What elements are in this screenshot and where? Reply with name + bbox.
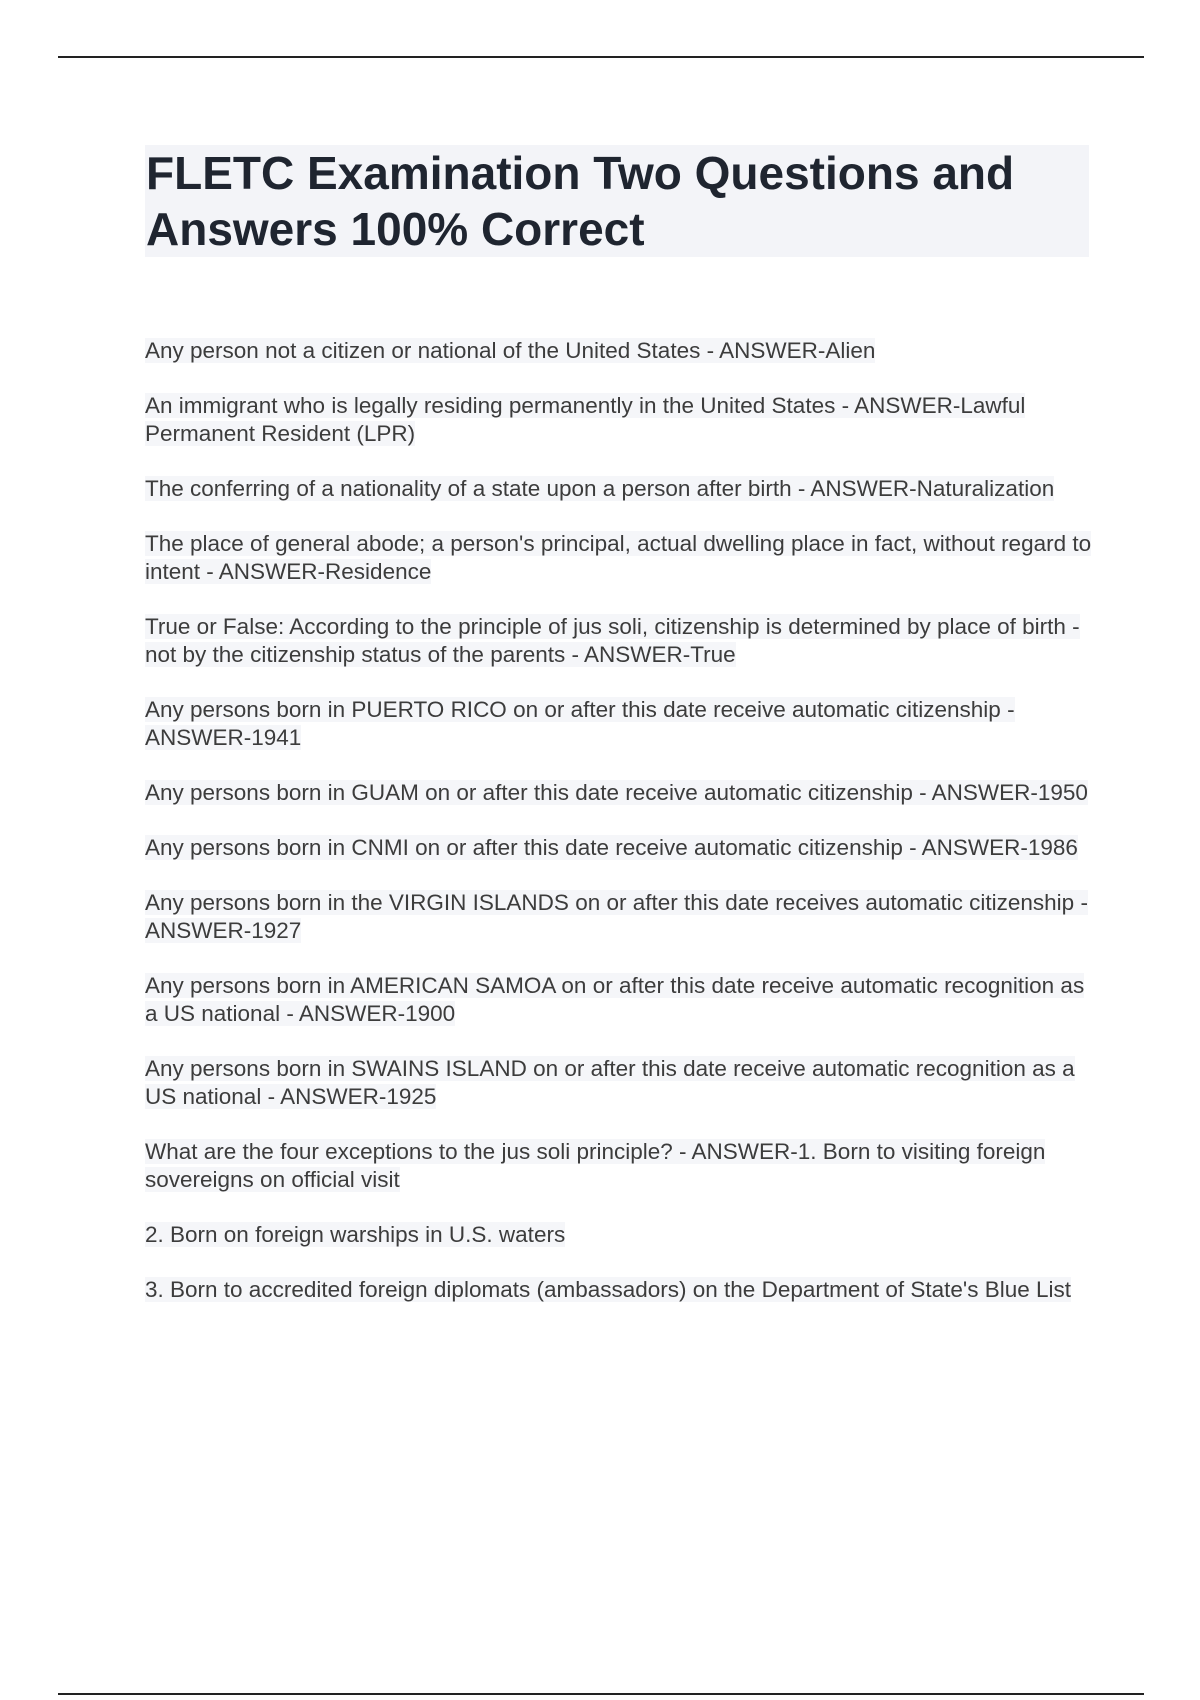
qa-text: True or False: According to the principle of jus soli, citizenship is determined by place of birth - not by the citizenship status of the parents - ANSWER-True <box>145 614 1080 667</box>
document-title: FLETC Examination Two Questions and Answers 100% Correct <box>146 147 1015 255</box>
qa-text: Any persons born in CNMI on or after this date receive automatic citizenship - ANSWER-1986 <box>145 835 1078 860</box>
title-block <box>145 145 1089 257</box>
qa-item <box>145 696 1095 752</box>
qa-text: Any persons born in the VIRGIN ISLANDS on or after this date receives automatic citizenship - ANSWER-1927 <box>145 890 1088 943</box>
qa-list <box>145 337 1095 1331</box>
qa-text: 3. Born to accredited foreign diplomats (ambassadors) on the Department of State's Blue List <box>145 1277 1072 1302</box>
qa-item <box>145 1276 1095 1304</box>
qa-item <box>145 613 1095 669</box>
qa-item <box>145 779 1095 807</box>
qa-text: Any persons born in PUERTO RICO on or after this date receive automatic citizenship - ANSWER-1941 <box>145 697 1015 750</box>
qa-item <box>145 530 1095 586</box>
qa-text: Any persons born in GUAM on or after this date receive automatic citizenship - ANSWER-1950 <box>145 780 1088 805</box>
qa-item <box>145 392 1095 448</box>
top-rule <box>58 56 1144 58</box>
qa-text: What are the four exceptions to the jus soli principle? - ANSWER-1. Born to visiting foreign sovereigns on official visit <box>145 1139 1046 1192</box>
qa-item <box>145 834 1095 862</box>
qa-item <box>145 1055 1095 1111</box>
qa-item <box>145 889 1095 945</box>
qa-text: Any person not a citizen or national of the United States - ANSWER-Alien <box>145 338 876 363</box>
qa-text: 2. Born on foreign warships in U.S. waters <box>145 1222 566 1247</box>
qa-text: Any persons born in AMERICAN SAMOA on or after this date receive automatic recognition as a US national - ANSWER-1900 <box>145 973 1085 1026</box>
qa-text: The place of general abode; a person's principal, actual dwelling place in fact, without regard to intent - ANSWER-Residence <box>145 531 1092 584</box>
qa-text: An immigrant who is legally residing permanently in the United States - ANSWER-Lawful Permanent Resident (LPR) <box>145 393 1026 446</box>
qa-item <box>145 1138 1095 1194</box>
qa-item <box>145 475 1095 503</box>
qa-item <box>145 1221 1095 1249</box>
bottom-rule <box>58 1693 1144 1695</box>
qa-item <box>145 337 1095 365</box>
qa-item <box>145 972 1095 1028</box>
qa-text: The conferring of a nationality of a state upon a person after birth - ANSWER-Naturalization <box>145 476 1055 501</box>
qa-text: Any persons born in SWAINS ISLAND on or after this date receive automatic recognition as a US national - ANSWER-1925 <box>145 1056 1075 1109</box>
